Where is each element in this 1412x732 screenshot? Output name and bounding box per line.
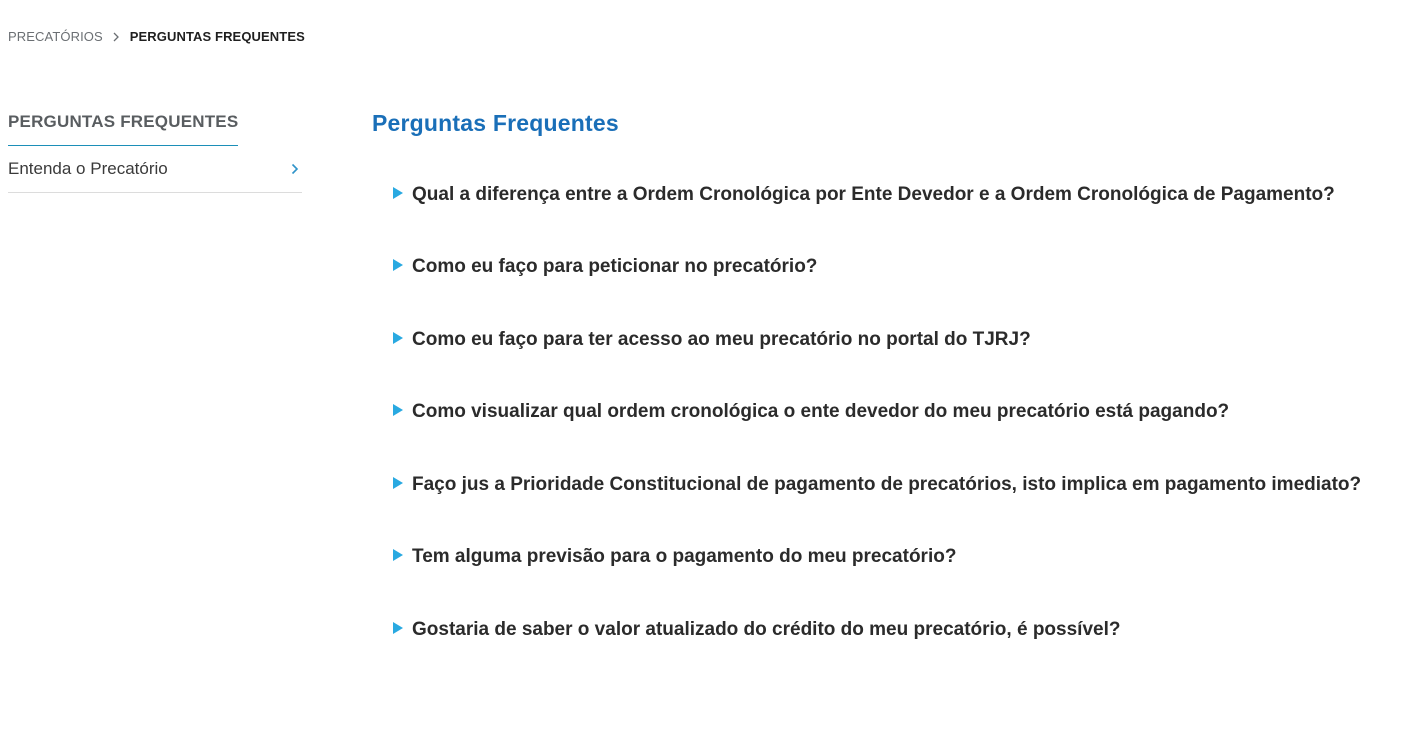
faq-question-text: Como visualizar qual ordem cronológica o ente devedor do meu precatório está pagando? [412, 401, 1230, 422]
faq-question[interactable] [393, 470, 1393, 500]
faq-question-text: Tem alguma previsão para o pagamento do meu precatório? [412, 546, 957, 567]
faq-question[interactable] [393, 542, 1393, 572]
triangle-right-icon [393, 622, 403, 634]
faq-question-text: Como eu faço para peticionar no precatório? [412, 256, 818, 277]
breadcrumb-current: PERGUNTAS FREQUENTES [129, 29, 305, 44]
breadcrumb-link-precatorios[interactable]: PRECATÓRIOS [8, 29, 103, 44]
sidebar-title: PERGUNTAS FREQUENTES [8, 112, 238, 146]
faq-question[interactable] [393, 252, 1393, 282]
faq-question[interactable] [393, 397, 1393, 427]
chevron-right-icon [109, 30, 123, 44]
faq-question[interactable] [393, 615, 1393, 645]
faq-question-text: Faço jus a Prioridade Constitucional de pagamento de precatórios, isto implica em pagamento imediato? [412, 474, 1362, 495]
page-title: Perguntas Frequentes [372, 110, 619, 136]
triangle-right-icon [393, 187, 403, 199]
chevron-right-icon [288, 162, 302, 176]
triangle-right-icon [393, 404, 403, 416]
faq-question-text: Como eu faço para ter acesso ao meu precatório no portal do TJRJ? [412, 329, 1031, 350]
sidebar-item-entenda-o-precatorio[interactable] [8, 146, 302, 193]
faq-list [393, 180, 1393, 645]
faq-question-text: Gostaria de saber o valor atualizado do crédito do meu precatório, é possível? [412, 619, 1121, 640]
triangle-right-icon [393, 332, 403, 344]
faq-question[interactable] [393, 325, 1393, 355]
sidebar [8, 112, 302, 193]
sidebar-item-label: Entenda o Precatório [8, 159, 168, 178]
breadcrumb [8, 29, 305, 44]
triangle-right-icon [393, 477, 403, 489]
faq-question[interactable] [393, 180, 1393, 210]
triangle-right-icon [393, 549, 403, 561]
faq-question-text: Qual a diferença entre a Ordem Cronológica por Ente Devedor e a Ordem Cronológica de Pagamento? [412, 184, 1335, 205]
triangle-right-icon [393, 259, 403, 271]
